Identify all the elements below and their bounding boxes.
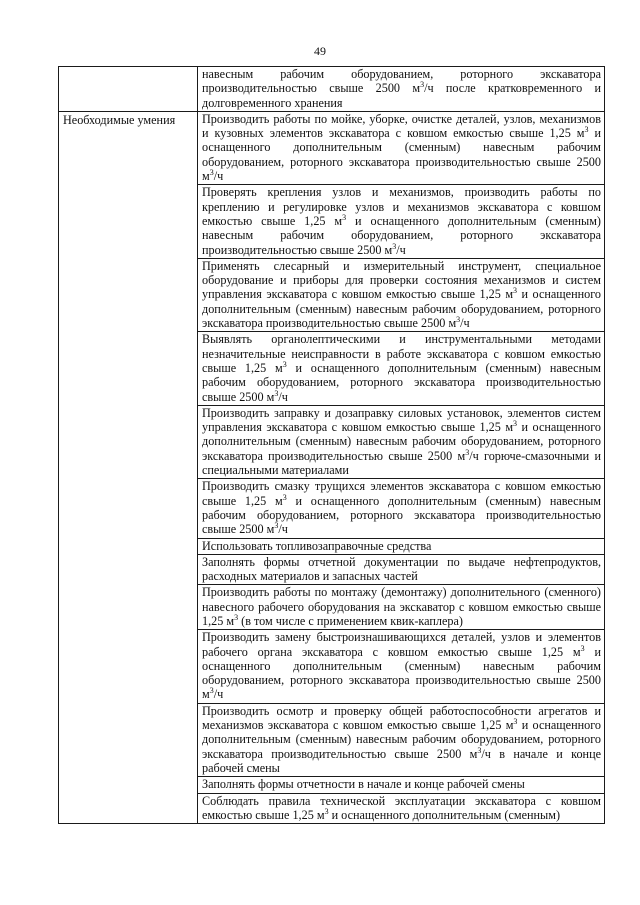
requirement-text: Производить работы по монтажу (демонтажу) дополнительного (сменного) навесного рабочего оборудования на экскаватор с ковшом емкостью свыше 1,25 $м^3$ (в том числе с применением квик-каплера) [202,585,601,628]
requirements-table-body [59,67,605,824]
requirement-text: Применять слесарный и измерительный инструмент, специальное оборудование и приборы для проверки состояния механизмов и систем управления экскаватора с ковшом емкостью свыше 1,25 $м^3$ и оснащенного дополнительным (сменным) навесным рабочим оборудованием, роторного экскаватора производительностью свыше 2500 $м^3/ч$ [202,258,602,331]
requirement-cell [198,777,605,793]
requirement-cell [198,703,605,776]
requirement-text: Выявлять органолептическими и инструментальными методами незначительные неисправности в работе экскаватора с ковшом емкостью свыше 1,25 $м^3$ и оснащенного дополнительным (сменным) навесным рабочим оборудованием, роторного экскаватора производительностью свыше 2500 $м^3/ч$ [202,332,601,404]
table-row [59,67,605,112]
requirement-text: Проверять крепления узлов и механизмов, производить работы по креплению и регулировке узлов и механизмов экскаватора с ковшом емкостью свыше 1,25 $м^3$ и оснащенного дополнительным (сменным) навесным рабочим оборудованием, роторного экскаватора производительностью свыше 2500 $м^3/ч$ [202,185,601,257]
requirement-cell [198,479,605,538]
requirement-cell [198,405,605,478]
requirement-text: Использовать топливозаправочные средства [202,538,432,553]
requirement-text: Соблюдать правила технической эксплуатации экскаватора с ковшом емкостью свыше 1,25 $м^3$ и оснащенного дополнительным (сменным) [202,793,601,822]
requirement-cell [198,332,605,405]
requirement-cell [198,67,605,112]
requirement-text: навесным рабочим оборудованием, роторного экскаватора производительностью свыше 2500 $м^3/ч$ после кратковременного и долговременного хранения [202,67,601,110]
row-label: Необходимые умения [59,111,198,823]
requirement-text: Заполнять формы отчетности в начале и конце рабочей смены [202,777,525,792]
requirement-text: Производить замену быстроизнашивающихся деталей, узлов и элементов рабочего органа экскаватора с ковшом емкостью свыше 1,25 $м^3$ и оснащенного дополнительным (сменным) навесным рабочим оборудованием, роторного экскаватора производительностью свыше 2500 $м^3/ч$ [202,630,601,702]
row-label [59,67,198,112]
requirement-cell [198,185,605,258]
requirements-table [58,66,605,824]
requirement-text: Производить смазку трущихся элементов экскаватора с ковшом емкостью свыше 1,25 $м^3$ и оснащенного дополнительным (сменным) навесным рабочим оборудованием, роторного экскаватора производительностью свыше 2500 $м^3/ч$ [202,479,601,537]
requirement-cell [198,538,605,554]
requirement-text: Производить осмотр и проверку общей работоспособности агрегатов и механизмов экскаватора с ковшом емкостью свыше 1,25 $м^3$ и оснащенного дополнительным (сменным) навесным рабочим оборудованием, роторного экскаватора производительностью свыше 2500 $м^3/ч$ в начале и конце рабочей смены [202,703,602,775]
requirement-cell [198,630,605,703]
table-row [59,111,605,184]
requirement-cell [198,554,605,585]
requirement-cell [198,585,605,630]
requirement-cell [198,793,605,824]
requirement-cell [198,111,605,184]
requirement-text: Производить работы по мойке, уборке, очистке деталей, узлов, механизмов и кузовных элементов экскаватора с ковшом емкостью свыше 1,25 $м^3$ и оснащенного дополнительным (сменным) навесным рабочим оборудованием, роторного экскаватора производительностью свыше 2500 $м^3/ч$ [202,111,601,184]
page-number: 49 [314,44,326,58]
requirement-text: Производить заправку и дозаправку силовых установок, элементов систем управления экскаватора с ковшом емкостью свыше 1,25 $м^3$ и оснащенного дополнительным (сменным) навесным рабочим оборудованием, роторного экскаватора производительностью свыше 2500 $м^3/ч$ горюче-смазочными и специальными материалами [202,405,602,478]
requirement-text: Заполнять формы отчетной документации по выдаче нефтепродуктов, расходных материалов и запасных частей [202,554,601,584]
requirement-cell [198,258,605,331]
